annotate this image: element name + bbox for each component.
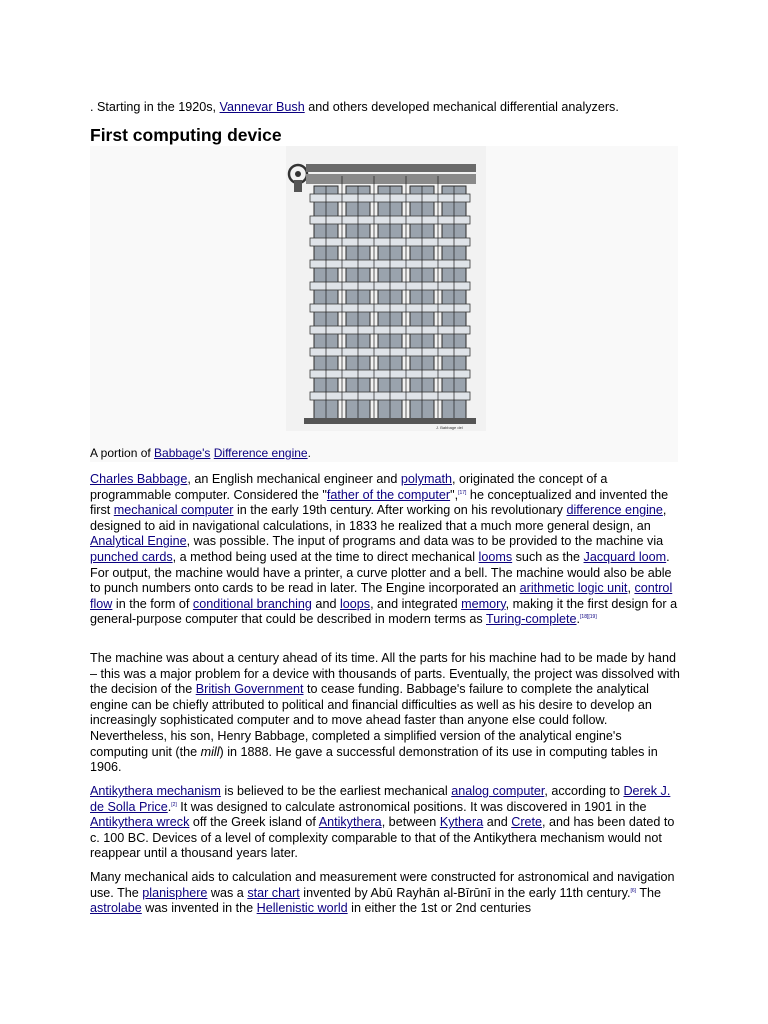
text: in the form of <box>112 596 193 611</box>
text: . For output, the machine would have a printer, a curve plotter and a bell. The machine would also be able to punch numbers onto cards to be read in later. The Engine incorporated an <box>90 549 672 596</box>
link-antikythera[interactable]: Antikythera <box>318 815 382 830</box>
text: , originated the concept of a programmable computer. Considered the " <box>90 472 608 502</box>
link-polymath[interactable]: polymath <box>400 472 452 486</box>
link-vannevar-bush[interactable]: Vannevar Bush <box>219 100 305 114</box>
paragraph-babbage <box>90 472 680 628</box>
link-antikythera-mechanism[interactable]: Antikythera mechanism <box>90 784 221 798</box>
link-difference-engine[interactable]: Difference engine <box>213 446 308 460</box>
link-crete[interactable]: Crete <box>511 815 543 830</box>
text: , an English mechanical engineer and <box>187 472 401 486</box>
text: , and has been dated to c. 100 BC. Devices of a level of complexity comparable to that of the Antikythera mechanism would not reappear until a thousand years later. <box>90 815 675 861</box>
text: and others developed mechanical differential analyzers. <box>304 100 619 114</box>
link-turing-complete[interactable]: Turing-complete <box>486 612 577 627</box>
text: such as the <box>512 549 584 564</box>
link-derek-de-solla-price[interactable]: Derek J. de Solla Price <box>90 784 671 814</box>
text: , between <box>381 815 440 830</box>
link-arithmetic-logic-unit[interactable]: arithmetic logic unit <box>519 581 628 596</box>
link-jacquard-loom[interactable]: Jacquard loom <box>583 549 667 564</box>
citation[interactable]: [2] <box>171 801 177 808</box>
citation[interactable]: [17] <box>458 489 467 496</box>
citation[interactable]: [18][19] <box>580 614 597 621</box>
citation[interactable]: [6] <box>630 887 637 894</box>
figure-caption <box>90 446 311 460</box>
figure <box>90 146 678 462</box>
link-father-of-the-computer[interactable]: father of the computer <box>326 487 451 502</box>
emphasis: mill <box>200 744 220 759</box>
text: . <box>307 446 311 460</box>
link-control-flow[interactable]: control flow <box>90 581 673 611</box>
link-hellenistic-world[interactable]: Hellenistic world <box>256 901 348 916</box>
text: ", <box>450 487 459 502</box>
text: The <box>636 885 662 900</box>
text: off the Greek island of <box>189 815 319 830</box>
text: . <box>167 799 172 814</box>
text: , according to <box>544 784 624 798</box>
text: . <box>576 612 581 627</box>
text: was invented in the <box>141 901 257 916</box>
link-punched-cards[interactable]: punched cards <box>90 549 173 564</box>
intro-line <box>90 100 619 116</box>
link-kythera[interactable]: Kythera <box>439 815 484 830</box>
text: It was designed to calculate astronomical positions. It was discovered in 1901 in the <box>176 799 647 814</box>
paragraph-antikythera <box>90 784 680 862</box>
link-british-government[interactable]: British Government <box>195 682 304 697</box>
text: , a method being used at the time to direct mechanical <box>172 549 479 564</box>
link-mechanical-computer[interactable]: mechanical computer <box>113 503 234 518</box>
text: is believed to be the earliest mechanical <box>220 784 452 798</box>
text: and <box>483 815 512 830</box>
text: he conceptualized and invented the first <box>90 487 669 518</box>
link-looms[interactable]: looms <box>478 549 513 564</box>
paragraph-machine <box>90 651 680 776</box>
link-babbage[interactable]: Babbage's <box>154 446 211 460</box>
link-planisphere[interactable]: planisphere <box>142 885 208 900</box>
link-astrolabe[interactable]: astrolabe <box>90 901 142 916</box>
text: invented by Abū Rayhān al-Bīrūnī in the early 11th century. <box>299 885 631 900</box>
text: The machine was about a century ahead of its time. All the parts for his machine had to be made by hand – this was a major problem for a device with thousands of parts. Eventually, the project was dissolved with the decision of the <box>90 651 680 697</box>
text: in either the 1st or 2nd centuries <box>347 901 532 916</box>
signature: J. Babbage del <box>436 425 463 430</box>
text: , and integrated <box>370 596 462 611</box>
text: and <box>311 596 340 611</box>
link-conditional-branching[interactable]: conditional branching <box>192 596 312 611</box>
text: , was possible. The input of programs and data was to be provided to the machine via <box>186 534 664 549</box>
text: , making it the first design for a general-purpose computer that could be described in modern terms as <box>90 596 678 627</box>
link-analog-computer[interactable]: analog computer <box>451 784 545 798</box>
link-star-chart[interactable]: star chart <box>247 885 300 900</box>
section-heading: First computing device <box>90 125 282 145</box>
link-charles-babbage[interactable]: Charles Babbage <box>90 472 188 486</box>
paragraph-mechanical-aids <box>90 870 680 917</box>
link-antikythera-wreck[interactable]: Antikythera wreck <box>90 815 190 830</box>
text: Many mechanical aids to calculation and measurement were constructed for astronomical and navigation use. The <box>90 870 675 900</box>
text: , <box>627 581 635 596</box>
text: ) in 1888. He gave a successful demonstration of its use in computing tables in 1906. <box>90 744 658 775</box>
difference-engine-image <box>286 146 486 431</box>
text: , designed to aid in navigational calculations, in 1833 he realized that a much more general design, an <box>90 503 667 533</box>
link-analytical-engine[interactable]: Analytical Engine <box>90 534 187 549</box>
text: A portion of <box>90 446 155 460</box>
text: in the early 19th century. After working on his revolutionary <box>233 503 567 518</box>
link-memory[interactable]: memory <box>461 596 506 611</box>
link-difference-engine-2[interactable]: difference engine <box>566 503 663 518</box>
text: . Starting in the 1920s, <box>90 100 220 114</box>
text: was a <box>207 885 248 900</box>
text: to cease funding. Babbage's failure to complete the analytical engine can be chiefly attributed to political and financial difficulties as well as his desire to develop an increasingly sophisticated computer and to move ahead faster than anyone else could follow. Nevertheless, his son, Henry Babbage, completed a simplified version of the analytical engine's computing unit (the <box>90 682 652 759</box>
link-loops[interactable]: loops <box>339 596 371 611</box>
